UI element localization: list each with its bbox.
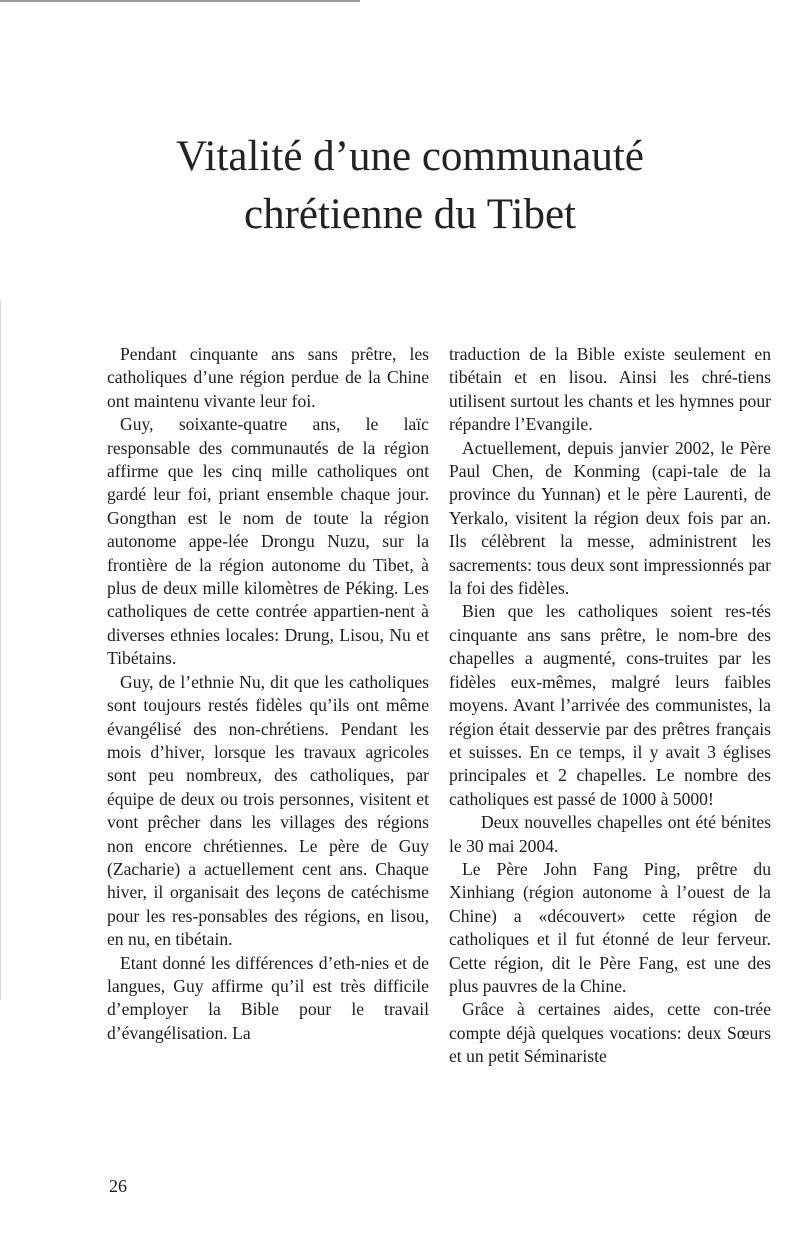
left-column — [107, 343, 429, 1045]
paragraph: Guy, soixante-quatre ans, le laïc responsable des communautés de la région affirme que les cinq mille catholiques ont gardé leur foi, priant ensemble chaque jour. Gongthan est le nom de toute la région autonome appe-lée Drongu Nuzu, sur la frontière de la région autonome du Tibet, à plus de deux mille kilomètres de Péking. Les catholiques de cette contrée appartien-nent à diverses ethnies locales: Drung, Lisou, Nu et Tibétains. — [107, 414, 429, 669]
paragraph: Le Père John Fang Ping, prêtre du Xinhiang (région autonome à l’ouest de la Chine) a «découvert» cette région de catholiques et il fut étonné de leur ferveur. Cette région, dit le Père Fang, est une des plus pauvres de la Chine. — [449, 858, 771, 996]
article-title — [80, 128, 740, 244]
paragraph: Actuellement, depuis janvier 2002, le Père Paul Chen, de Konming (capi-tale de la province du Yunnan) et le père Laurenti, de Yerkalo, visitent la région deux fois par an. Ils célèbrent la messe, administrent les sacrements: tous deux sont impressionnés par la foi des fidèles. — [449, 437, 771, 599]
paragraph: Deux nouvelles chapelles ont été bénites le 30 mai 2004. — [449, 812, 771, 856]
paragraph: Bien que les catholiques soient res-tés cinquante ans sans prêtre, le nom-bre des chapelles a augmenté, cons-truites par les fidèles eux-mêmes, malgré leurs faibles moyens. Avant l’arrivée des communistes, la région était desservie par des prêtres français et suisses. En ce temps, il y avait 3 églises principales et 2 chapelles. Le nombre des catholiques est passé de 1000 à 5000! — [449, 601, 771, 809]
scan-edge-line — [0, 0, 360, 2]
right-column — [449, 343, 771, 1069]
page-edge-shadow — [0, 300, 1, 1000]
paragraph: Pendant cinquante ans sans prêtre, les catholiques d’une région perdue de la Chine ont maintenu vivante leur foi. — [107, 344, 429, 411]
paragraph: Guy, de l’ethnie Nu, dit que les catholiques sont toujours restés fidèles qu’ils ont même évangélisé des non-chrétiens. Pendant les mois d’hiver, lorsque les travaux agricoles sont peu nombreux, des catholiques, par équipe de deux ou trois personnes, visitent et vont prêcher dans les villages des régions non encore chrétiennes. Le père de Guy (Zacharie) a actuellement cent ans. Chaque hiver, il organisait des leçons de catéchisme pour les res-ponsables des régions, en lisou, en nu, en tibétain. — [107, 671, 429, 950]
page-number: 26 — [109, 1176, 127, 1196]
paragraph: Etant donné les différences d’eth-nies et de langues, Guy affirme qu’il est très difficile d’employer la Bible pour le travail d’évangélisation. La — [107, 952, 429, 1043]
paragraph: Grâce à certaines aides, cette con-trée compte déjà quelques vocations: deux Sœurs et un petit Séminariste — [449, 999, 771, 1067]
title-line-1: Vitalité d’une communauté — [176, 133, 644, 180]
paragraph: traduction de la Bible existe seulement en tibétain et en lisou. Ainsi les chré-tiens utilisent surtout les chants et les hymnes pour répandre l’Evangile. — [449, 344, 771, 435]
title-line-2: chrétienne du Tibet — [243, 191, 576, 238]
